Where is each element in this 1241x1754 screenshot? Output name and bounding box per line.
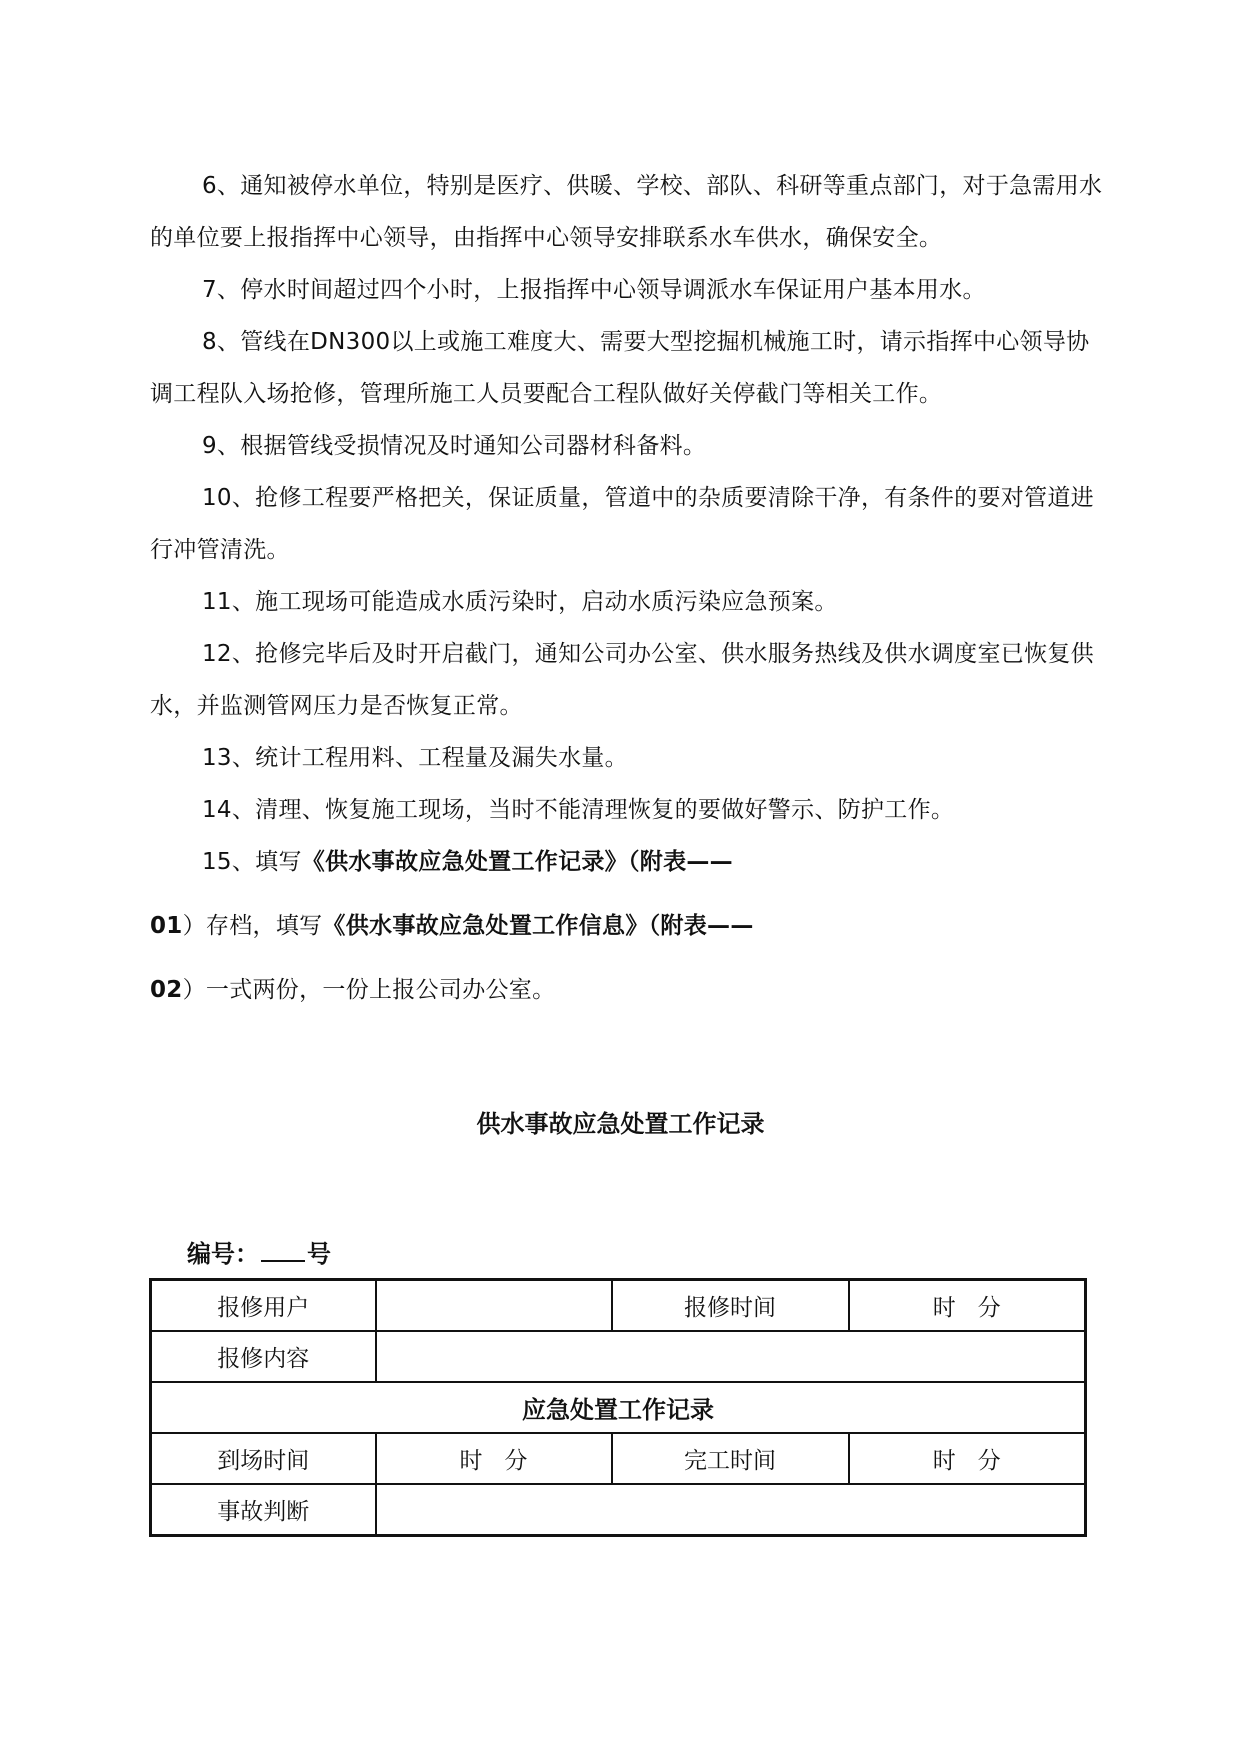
item15-attachment-number-01: 01: [150, 913, 183, 939]
item15-info-form-ref: 《供水事故应急处置工作信息》（附表——: [322, 913, 754, 939]
arrival-time-label: 到场时间: [151, 1433, 376, 1484]
repair-time-value: 时分: [932, 1295, 1023, 1321]
accident-judgment-label: 事故判断: [151, 1484, 376, 1536]
table-row-repair-content: [151, 1331, 1086, 1382]
section-header: 应急处置工作记录: [151, 1382, 1086, 1433]
item15-attachment-number-02: 02: [150, 977, 183, 1003]
repair-time-label: 报修时间: [612, 1280, 849, 1332]
repair-content-field[interactable]: [376, 1331, 1086, 1382]
repair-user-label: 报修用户: [151, 1280, 376, 1332]
table-row-repair-user: [151, 1280, 1086, 1332]
serial-number-blank[interactable]: [261, 1234, 305, 1262]
completion-time-label: 完工时间: [612, 1433, 849, 1484]
paragraph-item-15-line1: [150, 836, 1110, 888]
paragraph-item-7: 7、停水时间超过四个小时，上报指挥中心领导调派水车保证用户基本用水。: [202, 277, 986, 303]
serial-suffix: 号: [307, 1240, 331, 1268]
completion-time-value: 时分: [932, 1448, 1023, 1474]
completion-time-field[interactable]: [849, 1433, 1086, 1484]
paragraph-item-15-line2: [150, 900, 1110, 952]
accident-judgment-field[interactable]: [376, 1484, 1086, 1536]
emergency-record-table: [149, 1278, 1087, 1537]
paragraph-item-13: 13、统计工程用料、工程量及漏失水量。: [202, 745, 628, 771]
paragraph-item-12: 12、抢修完毕后及时开启截门，通知公司办公室、供水服务热线及供水调度室已恢复供水，并监测管网压力是否恢复正常。: [150, 641, 1094, 719]
item15-record-form-ref: 《供水事故应急处置工作记录》（附表——: [301, 849, 733, 875]
paragraph-item-8: 8、管线在DN300以上或施工难度大、需要大型挖掘机械施工时，请示指挥中心领导协调工程队入场抢修，管理所施工人员要配合工程队做好关停截门等相关工作。: [150, 329, 1090, 407]
repair-time-field[interactable]: [849, 1280, 1086, 1332]
table-row-accident-judgment: [151, 1484, 1086, 1536]
repair-user-field[interactable]: [376, 1280, 612, 1332]
item15-line2-text2: 填写: [275, 913, 323, 939]
paragraph-item-14: 14、清理、恢复施工现场，当时不能清理恢复的要做好警示、防护工作。: [202, 797, 955, 823]
repair-content-label: 报修内容: [151, 1331, 376, 1382]
table-row-section-header: [151, 1382, 1086, 1433]
record-form-title: 供水事故应急处置工作记录: [476, 1110, 765, 1138]
paragraph-item-15-line3: [150, 964, 1110, 1016]
arrival-time-field[interactable]: [376, 1433, 612, 1484]
item15-line2-text: ）存档，: [182, 913, 276, 939]
arrival-time-value: 时分: [459, 1448, 550, 1474]
serial-label: 编号：: [187, 1240, 259, 1268]
paragraph-item-9: 9、根据管线受损情况及时通知公司器材科备料。: [202, 433, 707, 459]
item15-line3-text: ）一式两份，一份上报公司办公室。: [182, 977, 556, 1003]
table-row-times: [151, 1433, 1086, 1484]
paragraph-item-6: 6、通知被停水单位，特别是医疗、供暖、学校、部队、科研等重点部门，对于急需用水的单位要上报指挥中心领导，由指挥中心领导安排联系水车供水，确保安全。: [150, 173, 1103, 251]
paragraph-item-11: 11、施工现场可能造成水质污染时，启动水质污染应急预案。: [202, 589, 838, 615]
item15-prefix: 15、填写: [202, 849, 302, 875]
serial-number-line: [187, 1234, 331, 1274]
paragraph-item-10: 10、抢修工程要严格把关，保证质量，管道中的杂质要清除干净，有条件的要对管道进行冲管清洗。: [150, 485, 1094, 563]
